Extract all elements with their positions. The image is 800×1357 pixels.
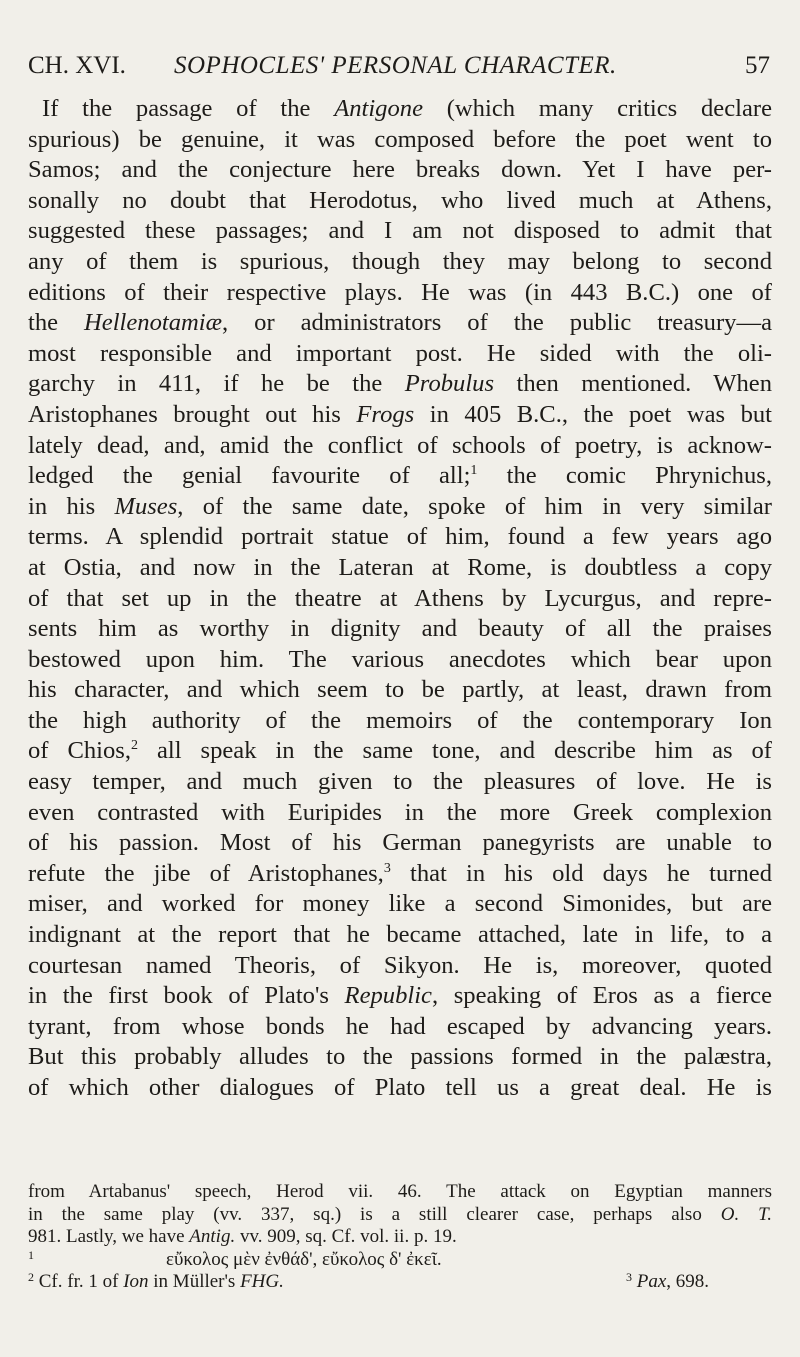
text-line: of which other dialogues of Plato tell us a great deal. He is bbox=[28, 1074, 772, 1101]
text-line: But this probably alludes to the passions formed in the palæstra, bbox=[28, 1043, 772, 1071]
text-line: Aristophanes brought out his Frogs in 405 B.C., the poet was but bbox=[28, 400, 773, 428]
text-line: the Hellenotamiæ, or administrators of the public treasury—a bbox=[28, 309, 772, 337]
text-line: sents him as worthy in dignity and beauty of all the praises bbox=[28, 615, 772, 643]
footnote-line: from Artabanus' speech, Herod vii. 46. The attack on Egyptian manners bbox=[28, 1181, 772, 1202]
text-line: terms. A splendid portrait statue of him, found a few years ago bbox=[28, 523, 772, 551]
footnote-2-3: $^2$ Cf. fr. 1 of Ion in Müller's FHG. $^3$ Pax, 698. bbox=[28, 1270, 710, 1292]
main-text bbox=[28, 94, 772, 1104]
text-line: miser, and worked for money like a second Simonides, but are bbox=[28, 890, 772, 918]
text-line: lately dead, and, amid the conflict of schools of poetry, is acknow- bbox=[28, 431, 772, 459]
footnote-marker: 1 bbox=[28, 1247, 34, 1262]
text-line: suggested these passages; and I am not disposed to admit that bbox=[28, 217, 772, 245]
footnote-marker: 3 bbox=[626, 1270, 632, 1284]
text-line: even contrasted with Euripides in the more Greek complexion bbox=[28, 798, 772, 826]
running-title: SOPHOCLES' PERSONAL CHARACTER. bbox=[174, 52, 617, 79]
text-line: ledged the genial favourite of all;$^1$ the comic Phrynichus, bbox=[28, 462, 772, 490]
text-line: the high authority of the memoirs of the contemporary Ion bbox=[28, 706, 772, 734]
footnote-ref: 2 bbox=[131, 738, 138, 754]
text-line: easy temper, and much given to the pleasures of love. He is bbox=[28, 768, 772, 796]
footnote-1 bbox=[28, 1249, 772, 1272]
text-line: bestowed upon him. The various anecdotes which bear upon bbox=[28, 645, 772, 673]
page-number: 57 bbox=[745, 52, 770, 79]
text-line: most responsible and important post. He sided with the oli- bbox=[28, 339, 772, 367]
text-line: sonally no doubt that Herodotus, who lived much at Athens, bbox=[28, 186, 772, 214]
text-line: If the passage of the Antigone (which many critics declare bbox=[42, 95, 772, 122]
footnote-marker: 2 bbox=[28, 1270, 34, 1284]
text-line: in the first book of Plato's Republic, speaking of Eros as a fierce bbox=[28, 982, 772, 1010]
footnote-ref: 3 bbox=[383, 860, 391, 876]
text-line: at Ostia, and now in the Lateran at Rome, is doubtless a copy bbox=[28, 553, 772, 581]
text-line: courtesan named Theoris, of Sikyon. He is, moreover, quoted bbox=[28, 951, 772, 979]
footnotes bbox=[28, 1181, 772, 1295]
text-line: refute the jibe of Aristophanes,$^3$ that in his old days he turned bbox=[28, 859, 773, 887]
text-line: Samos; and the conjecture here breaks down. Yet I have per- bbox=[28, 156, 772, 184]
text-line: in his Muses, of the same date, spoke of him in very similar bbox=[28, 492, 772, 520]
text-line: tyrant, from whose bonds he had escaped by advancing years. bbox=[28, 1012, 772, 1040]
text-line: indignant at the report that he became attached, late in life, to a bbox=[28, 921, 772, 949]
text-line: of Chios,$^2$ all speak in the same tone, and describe him as of bbox=[28, 737, 772, 765]
text-line: his character, and which seem to be partly, at least, drawn from bbox=[28, 676, 772, 704]
text-line: of that set up in the theatre at Athens by Lycurgus, and repre- bbox=[28, 584, 772, 612]
footnote-ref: 1 bbox=[470, 463, 478, 479]
footnote-line: 981. Lastly, we have Antig. vv. 909, sq. Cf. vol. ii. p. 19. bbox=[28, 1226, 457, 1247]
running-header bbox=[28, 51, 770, 81]
text-line: garchy in 411, if he be the Probulus then mentioned. When bbox=[28, 370, 772, 398]
text-line: editions of their respective plays. He was (in 443 B.C.) one of bbox=[28, 278, 772, 306]
text-line: of his passion. Most of his German panegyrists are unable to bbox=[28, 829, 772, 857]
chapter-label: CH. XVI. bbox=[28, 52, 126, 79]
footnote-line: in the same play (vv. 337, sq.) is a still clearer case, perhaps also O. T. bbox=[28, 1203, 773, 1225]
greek-quotation: εὔκολος μὲν ἐνθάδ', εὔκολος δ' ἐκεῖ. bbox=[166, 1248, 442, 1270]
footnote-3: $^3$ Pax, 698. bbox=[626, 1270, 710, 1292]
text-line: spurious) be genuine, it was composed before the poet went to bbox=[28, 125, 772, 153]
text-line: any of them is spurious, though they may belong to second bbox=[28, 247, 772, 275]
